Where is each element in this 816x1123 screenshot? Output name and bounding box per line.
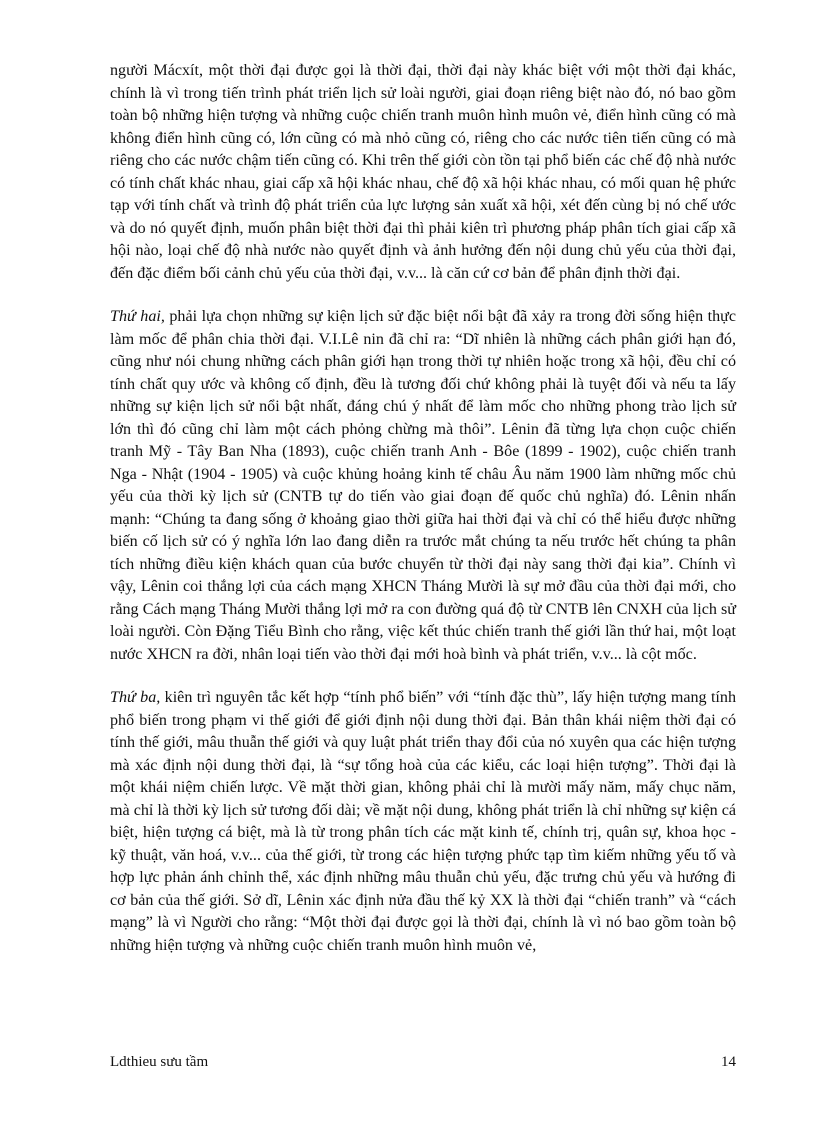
paragraph-3 bbox=[110, 687, 736, 957]
paragraph-lead: Thứ hai, bbox=[110, 308, 165, 325]
footer-source: Ldthieu sưu tầm bbox=[110, 1054, 209, 1070]
paragraph-1 bbox=[110, 60, 736, 285]
page-body bbox=[110, 60, 736, 978]
paragraph-text: phải lựa chọn những sự kiện lịch sử đặc biệt nổi bật đã xảy ra trong đời sống hiện thực làm mốc để phân chia thời đại. V.I.Lê nin đã chỉ ra: “Dĩ nhiên là những cách phân giới hạn đó, cũng như nói chung những cách phân giới hạn trong thời tự nhiên hoặc trong xã hội, đều chỉ có tính chất quy ước và không cố định, đều là tương đối chứ không phải là tuyệt đối và nếu ta lấy những sự kiện lịch sử nổi bật nhất, đáng chú ý nhất để làm mốc cho những phong trào lịch sử lớn thì đó cũng chỉ làm một cách phỏng chừng mà thôi”. Lênin đã từng lựa chọn cuộc chiến tranh Mỹ - Tây Ban Nha (1893), cuộc chiến tranh Anh - Bôe (1899 - 1902), cuộc chiến tranh Nga - Nhật (1904 - 1905) và cuộc khủng hoảng kinh tế châu Âu năm 1900 làm những mốc chủ yếu của thời kỳ lịch sử (CNTB tự do tiến vào giai đoạn đế quốc chủ nghĩa) đó. Lênin nhấn mạnh: “Chúng ta đang sống ở khoảng giao thời giữa hai thời đại và chỉ có thể hiểu được những biến cố lịch sử có ý nghĩa lớn lao đang diễn ra trước mắt chúng ta nếu trước hết chúng ta phân tích những điều kiện khách quan của bước chuyển từ thời đại này sang thời đại kia”. Chính vì vậy, Lênin coi thắng lợi của cách mạng XHCN Tháng Mười là sự mở đầu của thời đại mới, cho rằng Cách mạng Tháng Mười thắng lợi mở ra con đường quá độ từ CNTB lên CNXH của lịch sử loài người. Còn Đặng Tiểu Bình cho rằng, việc kết thúc chiến tranh thế giới lần thứ hai, một loạt nước XHCN ra đời, nhân loại tiến vào thời đại mới hoà bình và phát triển, v.v... là cột mốc. bbox=[110, 308, 737, 663]
paragraph-text: người Mácxít, một thời đại được gọi là thời đại, thời đại này khác biệt với một thời đại khác, chính là vì trong tiến trình phát triển lịch sử loài người, giai đoạn riêng biệt nào đó, nó bao gồm toàn bộ những hiện tượng và những cuộc chiến tranh muôn hình muôn vẻ, điển hình cũng có mà không điển hình cũng có, lớn cũng có mà nhỏ cũng có, riêng cho các nước tiên tiến cũng có mà riêng cho các nước chậm tiến cũng có. Khi trên thế giới còn tồn tại phổ biến các chế độ nhà nước có tính chất khác nhau, giai cấp xã hội khác nhau, chế độ xã hội khác nhau, có mối quan hệ phức tạp với tính chất và trình độ phát triển của lực lượng sản xuất xã hội, xét đến cùng bị nó chế ước và do nó quyết định, muốn phân biệt thời đại thì phải kiên trì phương pháp phân tích giai cấp xã hội nào, loại chế độ nhà nước nào quyết định và ảnh hưởng đến nội dung chủ yếu của thời đại, đến đặc điểm bối cảnh chủ yếu của thời đại, v.v... là căn cứ cơ bản để phân định thời đại. bbox=[110, 62, 736, 282]
paragraph-2 bbox=[110, 306, 736, 666]
paragraph-lead: Thứ ba, bbox=[110, 689, 161, 706]
page-footer bbox=[110, 1054, 736, 1071]
page-number: 14 bbox=[721, 1054, 736, 1070]
paragraph-text: kiên trì nguyên tắc kết hợp “tính phổ biến” với “tính đặc thù”, lấy hiện tượng mang tính phổ biến trong phạm vi thế giới để giới định nội dung thời đại. Bản thân khái niệm thời đại có tính thế giới, mâu thuẫn thế giới và quy luật phát triển thay đổi của nó xuyên qua các hiện tượng mà xác định nội dung thời đại, là “sự tổng hoà của các kiểu, các loại hiện tượng”. Thời đại là một khái niệm chiến lược. Về mặt thời gian, không phải chỉ là mười mấy năm, mấy chục năm, mà chỉ là thời kỳ lịch sử tương đối dài; về mặt nội dung, không phát triển là chỉ những sự kiện cá biệt, hiện tượng cá biệt, mà là từ trong phân tích các mặt kinh tế, chính trị, quân sự, khoa học - kỹ thuật, văn hoá, v.v... của thế giới, từ trong các hiện tượng phức tạp tìm kiếm những yếu tố và hợp lực phản ánh chỉnh thể, xác định những mâu thuẫn chủ yếu, đặc trưng chủ yếu và hướng đi cơ bản của thế giới. Sở dĩ, Lênin xác định nửa đầu thế kỷ XX là thời đại “chiến tranh” và “cách mạng” là vì Người cho rằng: “Một thời đại được gọi là thời đại, chính là vì nó bao gồm toàn bộ những hiện tượng và những cuộc chiến tranh muôn hình muôn vẻ, bbox=[110, 689, 736, 954]
